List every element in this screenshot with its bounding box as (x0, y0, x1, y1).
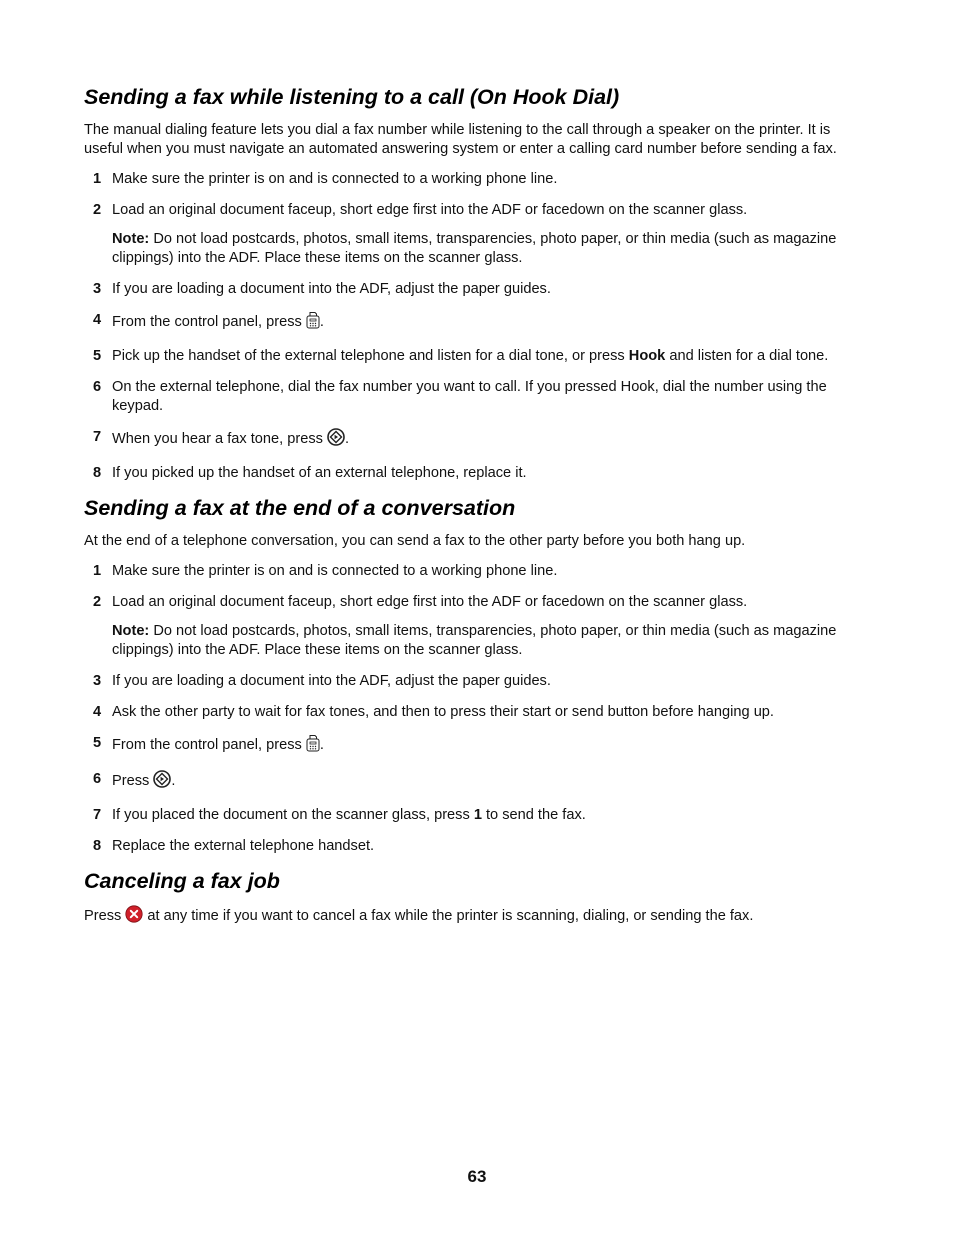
step-number: 5 (93, 735, 102, 751)
step-text: Ask the other party to wait for fax tones, and then to press their start or send button before hanging up. (112, 704, 774, 720)
step-item (84, 280, 872, 299)
step-item (84, 593, 872, 660)
step-text-after: to send the fax. (481, 807, 586, 823)
step-text: If you picked up the handset of an external telephone, replace it. (112, 465, 527, 481)
note-label: Note: (112, 231, 150, 247)
section-intro (84, 905, 872, 929)
step-number: 3 (93, 673, 102, 689)
step-number: 1 (93, 171, 102, 187)
step-item (84, 201, 872, 268)
step-item (84, 562, 872, 581)
step-text-after: . (171, 773, 176, 789)
note-text: Do not load postcards, photos, small items, transparencies, photo paper, or thin media (such as magazine clippings) into the ADF. Place these items on the scanner glass. (112, 623, 837, 658)
step-text: If you are loading a document into the ADF, adjust the paper guides. (112, 281, 551, 297)
step-number: 8 (93, 465, 102, 481)
step-number: 8 (93, 838, 102, 854)
step-number: 2 (93, 594, 102, 610)
step-number: 1 (93, 563, 102, 579)
step-text: Load an original document faceup, short edge first into the ADF or facedown on the scanner glass. (112, 594, 748, 610)
step-text-before: When you hear a fax tone, press (112, 431, 327, 447)
step-number: 2 (93, 202, 102, 218)
step-note (112, 230, 872, 268)
document-page (84, 84, 872, 941)
step-bold-term: Hook (628, 348, 666, 364)
step-number: 3 (93, 281, 102, 297)
step-text-after: . (344, 431, 350, 447)
intro-text-after: at any time if you want to cancel a fax while the printer is scanning, dialing, or sending the fax. (143, 908, 754, 924)
step-number: 7 (93, 429, 102, 445)
note-text: Do not load postcards, photos, small items, transparencies, photo paper, or thin media (such as magazine clippings) into the ADF. Place these items on the scanner glass. (112, 231, 837, 266)
step-text-before: Press (112, 773, 154, 789)
step-text-after: . (319, 737, 324, 753)
fax-icon (306, 311, 320, 335)
step-item (84, 428, 872, 452)
step-item (84, 703, 872, 722)
step-text: Load an original document faceup, short edge first into the ADF or facedown on the scanner glass. (112, 202, 748, 218)
note-label: Note: (112, 623, 150, 639)
intro-text-before: Press (84, 908, 126, 924)
section-intro: The manual dialing feature lets you dial a fax number while listening to the call through a speaker on the printer. It is useful when you must navigate an automated answering system or enter a calling card number before sending a fax. (84, 122, 837, 157)
step-number: 5 (93, 348, 102, 364)
step-number: 4 (93, 312, 102, 328)
step-text-before: Pick up the handset of the external telephone and listen for a dial tone, or press (112, 348, 629, 364)
section-heading: Canceling a fax job (84, 869, 280, 893)
start-icon (327, 428, 345, 452)
section-end-of-conversation (84, 495, 872, 856)
step-text: On the external telephone, dial the fax number you want to call. If you pressed Hook, dial the number using the keypad. (112, 379, 827, 414)
page-number: 63 (467, 1167, 487, 1186)
start-icon (153, 770, 171, 794)
section-heading: Sending a fax while listening to a call (On Hook Dial) (84, 85, 620, 109)
step-number: 6 (93, 771, 102, 787)
section-on-hook-dial (84, 84, 872, 483)
step-text-before: From the control panel, press (112, 737, 306, 753)
step-item (84, 837, 872, 856)
step-item (84, 734, 872, 758)
step-text-before: If you placed the document on the scanner glass, press (112, 807, 474, 823)
step-item (84, 464, 872, 483)
step-item (84, 170, 872, 189)
step-bold-term: 1 (473, 807, 482, 823)
step-text-before: From the control panel, press (112, 314, 306, 330)
step-item (84, 347, 872, 366)
step-item (84, 311, 872, 335)
step-number: 7 (93, 807, 102, 823)
step-list (84, 562, 872, 856)
step-text: Make sure the printer is on and is connected to a working phone line. (112, 563, 558, 579)
step-item (84, 378, 872, 416)
step-item (84, 770, 872, 794)
step-number: 4 (93, 704, 102, 720)
cancel-icon (125, 905, 143, 929)
step-text-after: . (319, 314, 324, 330)
step-list (84, 170, 872, 483)
step-note (112, 622, 872, 660)
fax-icon (306, 734, 320, 758)
step-number: 6 (93, 379, 102, 395)
section-canceling-fax (84, 868, 872, 929)
step-text: If you are loading a document into the ADF, adjust the paper guides. (112, 673, 551, 689)
section-intro: At the end of a telephone conversation, you can send a fax to the other party before you both hang up. (84, 533, 746, 549)
step-item (84, 806, 872, 825)
step-text-after: and listen for a dial tone. (665, 348, 829, 364)
step-text: Make sure the printer is on and is connected to a working phone line. (112, 171, 558, 187)
step-item (84, 672, 872, 691)
section-heading: Sending a fax at the end of a conversation (84, 496, 516, 520)
step-text: Replace the external telephone handset. (112, 838, 375, 854)
